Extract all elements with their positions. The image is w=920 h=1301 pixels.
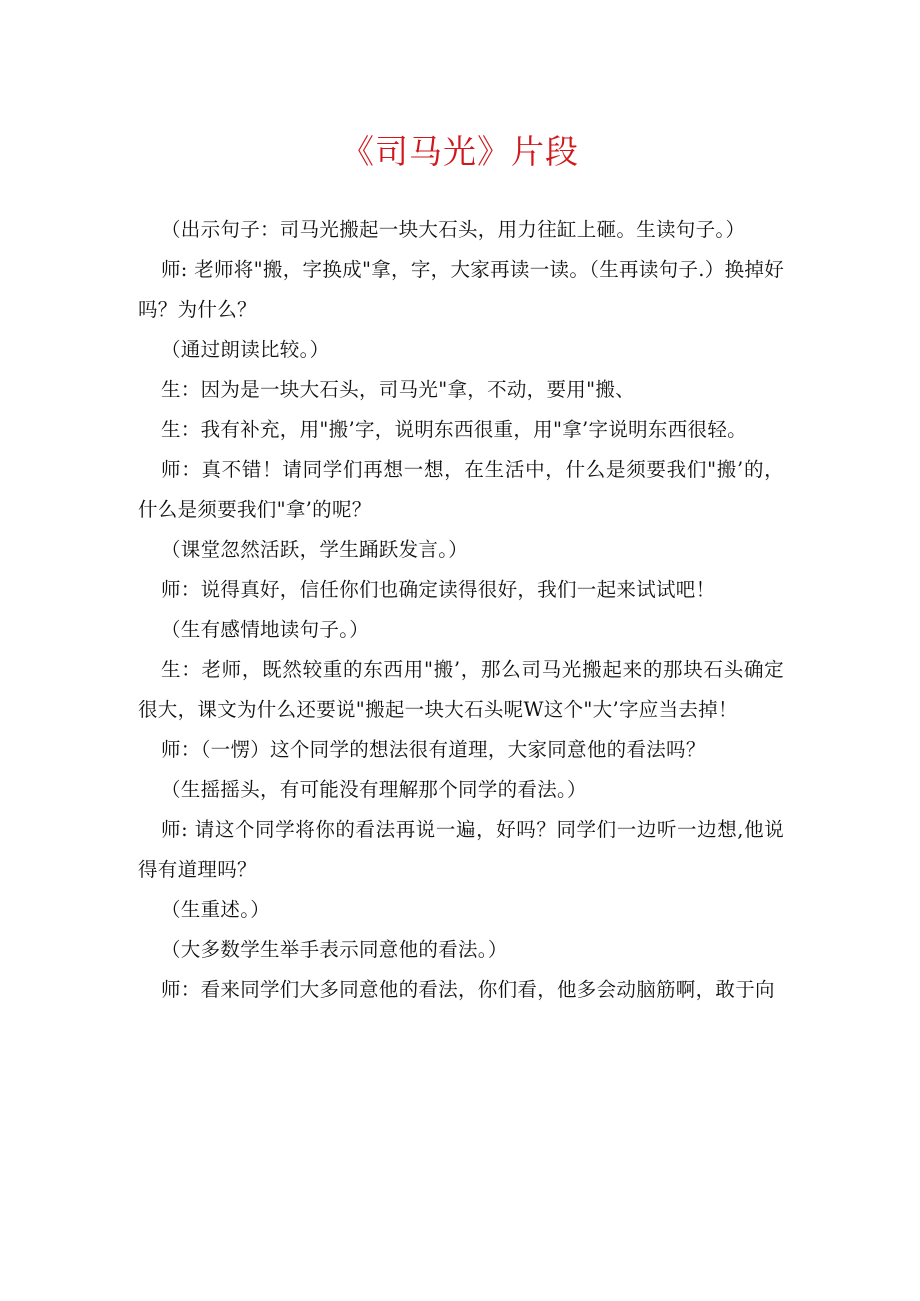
- paragraph: 师: 请这个同学将你的看法再说一遍，好吗？同学们一边听一边想,他说得有道理吗？: [138, 818, 784, 881]
- document-body: [138, 210, 784, 1010]
- paragraph: 生：因为是一块大石头，司马光"拿，不动，要用"搬、: [161, 378, 635, 401]
- paragraph: 师: 老师将"搬，字换成"拿，字，大家再读一读。（生再读句子.）换掉好吗？为什么？: [138, 258, 784, 321]
- paragraph: 师：真不错！请同学们再想一想，在生活中，什么是须要我们"搬’的，什么是须要我们"拿’的呢？: [138, 458, 784, 521]
- paragraph: 师：说得真好，信任你们也确定读得很好，我们一起来试试吧！: [161, 578, 716, 601]
- paragraph: 生：老师，既然较重的东西用"搬’，那么司马光搬起来的那块石头确定很大，课文为什么还要说"搬起一块大石头呢W这个"大’字应当去掉！: [138, 658, 784, 721]
- paragraph: （生摇摇头，有可能没有理解那个同学的看法。）: [161, 778, 587, 801]
- paragraph: （生重述。）: [161, 898, 271, 921]
- paragraph: （通过朗读比较。）: [161, 338, 330, 361]
- paragraph: （大多数学生举手表示同意他的看法。）: [161, 938, 508, 961]
- document-title: 《司马光》片段: [341, 132, 579, 171]
- paragraph: （出示句子：司马光搬起一块大石头，用力往缸上砸。生读句子。）: [161, 218, 746, 241]
- paragraph: 师：（一愣）这个同学的想法很有道理，大家同意他的看法吗？: [161, 738, 706, 761]
- paragraph: 师：看来同学们大多同意他的看法，你们看，他多会动脑筋啊，敢于向: [161, 978, 775, 1001]
- paragraph: （课堂忽然活跃，学生踊跃发言。）: [161, 538, 469, 561]
- paragraph: （生有感情地读句子。）: [161, 618, 370, 641]
- paragraph: 生：我有补充，用"搬’字，说明东西很重，用"拿’字说明东西很轻。: [161, 418, 747, 441]
